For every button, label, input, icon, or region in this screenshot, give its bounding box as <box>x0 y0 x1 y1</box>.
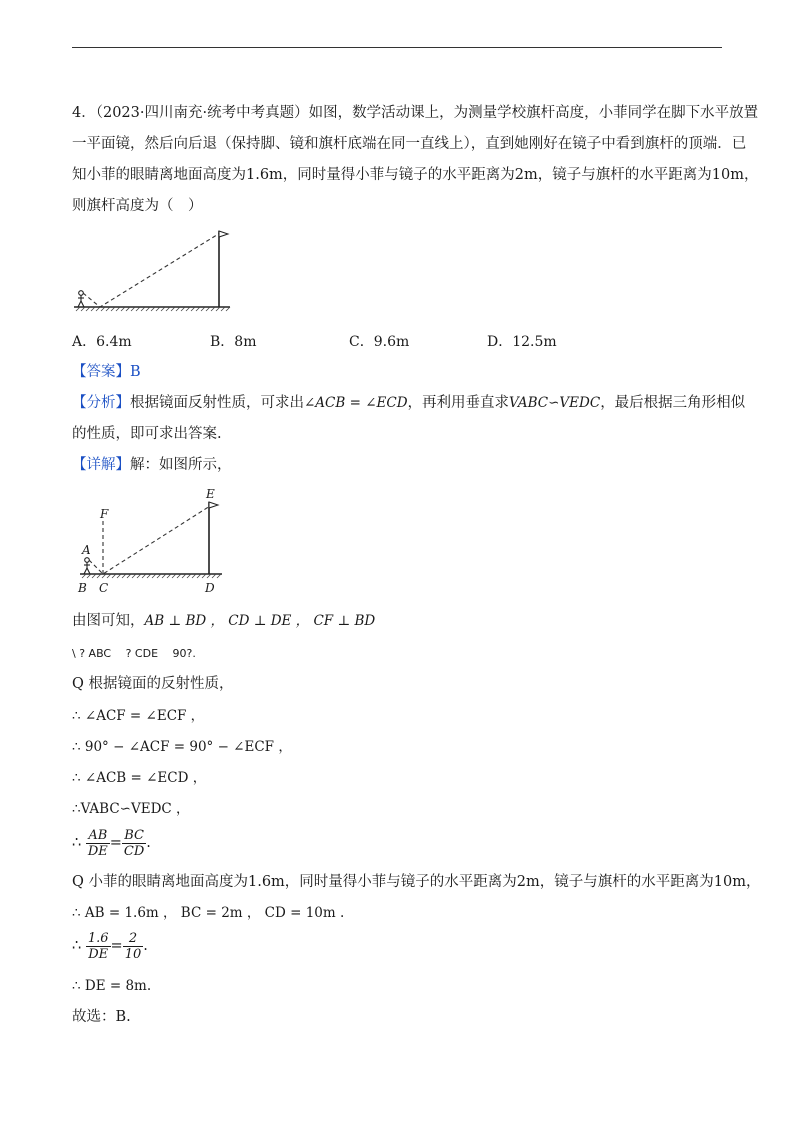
frac-num: AB <box>86 828 110 844</box>
option-d: D．12.5m <box>487 334 557 350</box>
flag-2 <box>209 502 218 508</box>
solution-line-6: ∴ ∠ACB = ∠ECD ， <box>72 770 207 786</box>
solution-line-12: ∴ DE = 8m. <box>72 978 152 994</box>
frac-num: 2 <box>123 931 144 947</box>
option-c: C．9.6m <box>349 334 410 350</box>
label-c: C <box>99 581 109 595</box>
fraction-2-10 <box>123 931 144 962</box>
option-a: A．6.4m <box>72 334 132 350</box>
analysis-line-1 <box>72 393 745 413</box>
label-d: D <box>205 581 215 595</box>
solution-l8-pre: ∴ <box>72 835 82 851</box>
solution-line-11: ∴ $\frac{1.6}{DE}$ = $\frac{2}{10}$ . <box>72 930 148 962</box>
frac-num: 1.6 <box>87 930 109 946</box>
fraction-16-de <box>86 931 111 962</box>
analysis-line-2: 的性质，即可求出答案. <box>72 426 222 442</box>
analysis-tag: 【分析】 <box>72 395 130 411</box>
solution-line-3: Q 根据镜面的反射性质， <box>72 676 234 692</box>
detail-tag: 【详解】 <box>72 457 130 473</box>
label-f: F <box>100 507 109 521</box>
ground <box>74 307 230 311</box>
analysis-math-1: ∠ACB = ∠ECD <box>304 395 408 411</box>
label-e: E <box>206 487 215 501</box>
answer-value: B <box>130 364 141 380</box>
solution-line-13: 故选：B. <box>72 1009 131 1025</box>
question-line-2: 一平面镜，然后向后退（保持脚、镜和旗杆底端在同一直线上），直到她刚好在镜子中看到旗杆的顶端．已 <box>72 136 747 152</box>
frac-den: CD <box>123 843 145 859</box>
header-rule <box>72 47 722 48</box>
option-b: B．8m <box>210 334 257 350</box>
label-b: B <box>78 581 87 595</box>
solution-line-7: ∴VABC∽VEDC ， <box>72 801 190 817</box>
frac-num: BC <box>122 828 146 844</box>
frac-den: DE <box>87 843 108 859</box>
analysis-math-2: VABC∽VEDC <box>509 395 601 411</box>
solution-line-5: ∴ 90° − ∠ACF = 90° − ∠ECF ， <box>72 739 292 755</box>
detail-line <box>72 455 232 475</box>
light-path <box>83 233 220 307</box>
solution-line-2: \ ? ABC ? CDE 90?. <box>72 647 196 660</box>
solution-l11-pre: ∴ <box>72 938 82 954</box>
figure-flagpole-question <box>72 225 242 317</box>
ground-2 <box>80 574 222 578</box>
solution-line-9: Q 小菲的眼睛离地面高度为1.6m，同时量得小菲与镜子的水平距离为2m，镜子与旗杆的水平距离为10m， <box>72 874 761 890</box>
question-line-4: 则旗杆高度为（ ） <box>72 198 203 214</box>
detail-text: 解：如图所示， <box>130 457 232 473</box>
analysis-text-c: ，最后根据三角形相似 <box>600 395 746 411</box>
answer-line <box>72 362 141 382</box>
flag <box>219 231 228 237</box>
analysis-text-b: ，再利用垂直求 <box>407 395 510 411</box>
analysis-text-a: 根据镜面反射性质，可求出 <box>130 395 304 411</box>
solution-line-10: ∴ AB = 1.6m ， BC = 2m ， CD = 10m . <box>72 905 345 921</box>
question-line-3: 知小菲的眼睛离地面高度为1.6m，同时量得小菲与镜子的水平距离为2m，镜子与旗杆的水平距离为10m， <box>72 167 759 183</box>
solution-l1-text: 由图可知， <box>72 613 145 629</box>
solution-l1-math: AB ⊥ BD ， CD ⊥ DE ， CF ⊥ BD <box>144 613 376 629</box>
fraction-ab-de <box>86 828 110 859</box>
question-line-1: 4．（2023·四川南充·统考中考真题）如图，数学活动课上，为测量学校旗杆高度，小菲同学在脚下水平放置 <box>72 105 759 121</box>
figure-flagpole-solution <box>72 484 242 596</box>
label-a: A <box>82 543 91 557</box>
frac-den: DE <box>88 946 109 962</box>
frac-den: 10 <box>124 946 142 962</box>
fraction-bc-cd <box>122 828 146 859</box>
solution-line-1 <box>72 611 375 631</box>
answer-tag: 【答案】 <box>72 364 130 380</box>
solution-line-4: ∴ ∠ACF = ∠ECF ， <box>72 708 205 724</box>
solution-line-8: ∴ $\frac{AB}{DE}$ = $\frac{BC}{CD}$ . <box>72 827 151 859</box>
